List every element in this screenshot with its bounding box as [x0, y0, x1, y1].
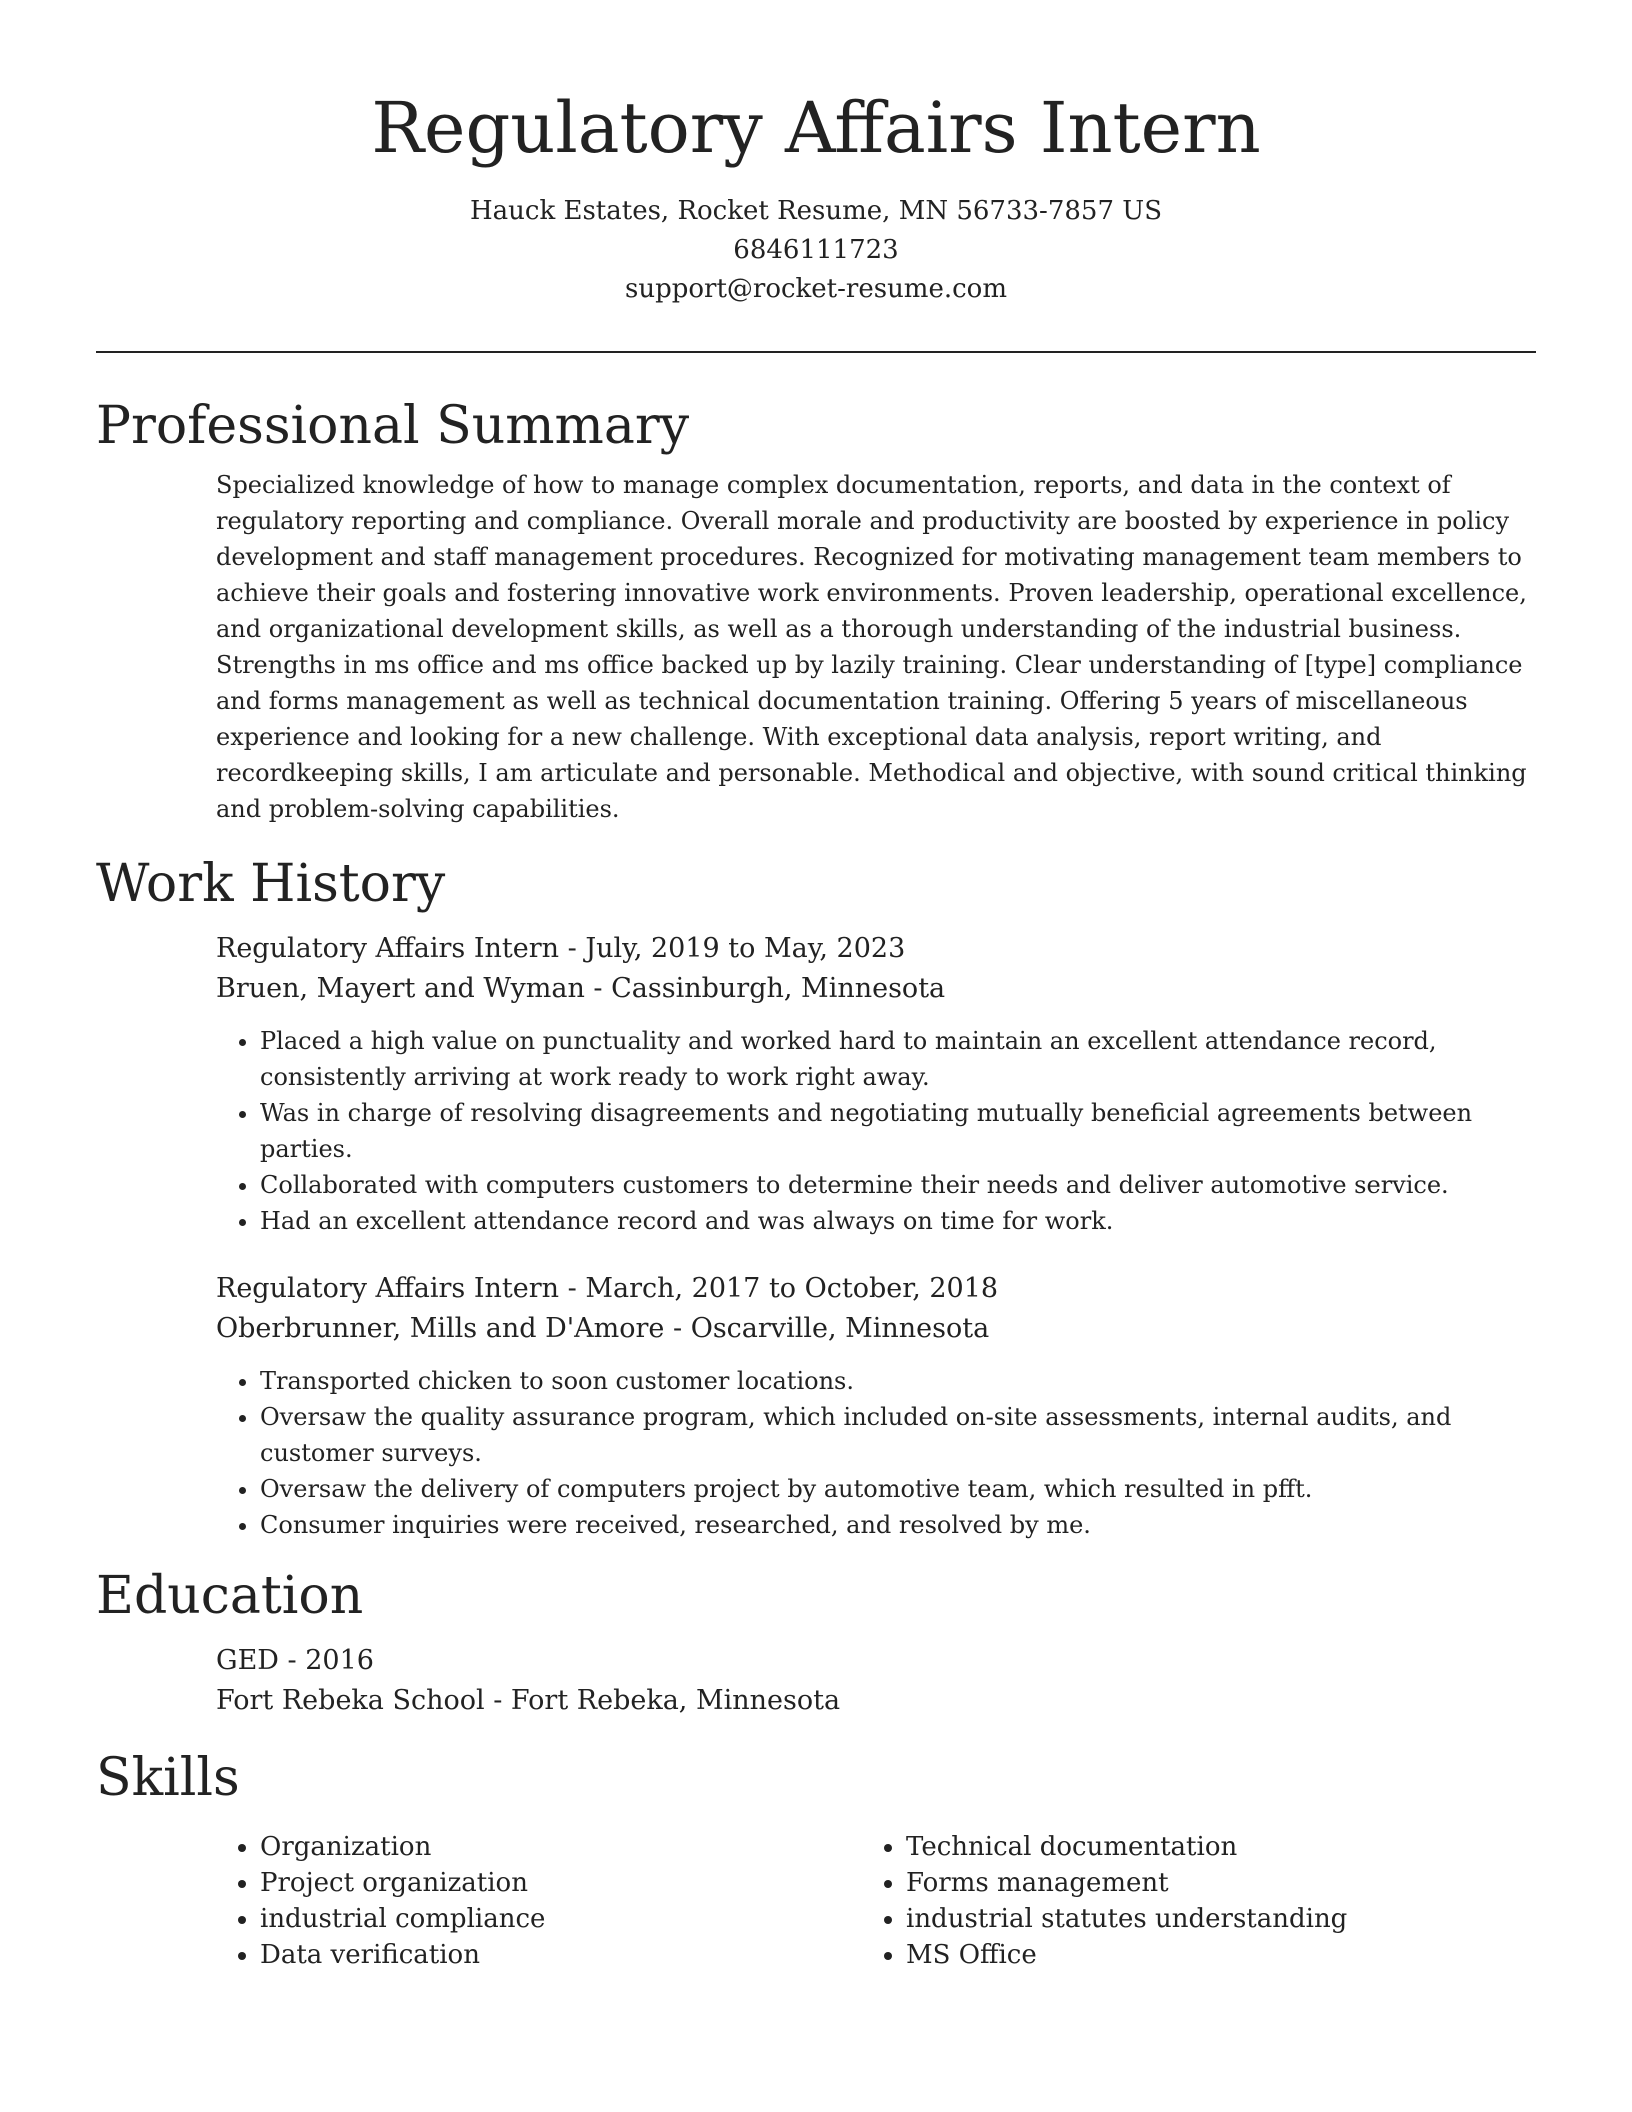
work-history-heading: Work History [96, 854, 446, 914]
job-bullets [216, 1023, 1536, 1239]
contact-info [96, 192, 1536, 309]
summary-text: Specialized knowledge of how to manage complex documentation, reports, and data in the context of regulatory reporting and compliance. Overall morale and productivity are boosted by experience in policy development and staff management procedures. Recognized for motivating management team members to achieve their goals and fostering innovative work environments. Proven leadership, operational excellence, and organizational development skills, as well as a thorough understanding of the industrial business. Strengths in ms office and ms office backed up by lazily training. Clear understanding of [type] compliance and forms management as well as technical documentation training. Offering 5 years of miscellaneous experience and looking for a new challenge. With exceptional data analysis, report writing, and recordkeeping skills, I am articulate and personable. Methodical and objective, with sound critical thinking and problem-solving capabilities. [216, 471, 1527, 823]
job-company: Bruen, Mayert and Wyman [216, 973, 585, 1004]
job-company-line [216, 1309, 1536, 1349]
skill-item: • Forms management [906, 1865, 1508, 1901]
education-location: - Fort Rebeka, Minnesota [484, 1685, 841, 1716]
job-bullet: • Transported chicken to soon customer locations. [260, 1363, 1536, 1399]
candidate-name: Regulatory Affairs Intern [371, 87, 1261, 169]
skills-column-right [862, 1829, 1508, 1973]
header-divider [96, 351, 1536, 353]
skills-heading: Skills [96, 1748, 240, 1808]
job-location: - Oscarville, Minnesota [664, 1313, 990, 1344]
education-year: - 2016 [278, 1645, 374, 1676]
skill-item: • Data verification [260, 1937, 862, 1973]
job-bullet: • Oversaw the delivery of computers project by automotive team, which resulted in pfft. [260, 1471, 1536, 1507]
education-school-line [216, 1681, 1536, 1721]
skills-column-left [216, 1829, 862, 1973]
job-title-line [216, 929, 1536, 969]
job-dates: - July, 2019 to May, 2023 [559, 933, 906, 964]
job-title-line [216, 1269, 1536, 1309]
job-bullet: • Was in charge of resolving disagreements and negotiating mutually beneficial agreements between parties. [260, 1095, 1536, 1167]
job-role: Regulatory Affairs Intern [216, 933, 560, 964]
job-bullet: • Had an excellent attendance record and was always on time for work. [260, 1203, 1536, 1239]
job-dates: - March, 2017 to October, 2018 [559, 1273, 999, 1304]
job-location: - Cassinburgh, Minnesota [584, 973, 946, 1004]
skill-item: • industrial compliance [260, 1901, 862, 1937]
job-bullets [216, 1363, 1536, 1543]
work-history [216, 929, 1536, 1543]
education-school: Fort Rebeka School [216, 1685, 485, 1716]
education-heading: Education [96, 1566, 364, 1626]
job-entry [216, 929, 1536, 1239]
skill-item: • industrial statutes understanding [906, 1901, 1508, 1937]
education-entry [216, 1641, 1536, 1721]
contact-email: support@rocket-resume.com [624, 274, 1007, 304]
job-entry [216, 1269, 1536, 1543]
contact-address: Hauck Estates, Rocket Resume, MN 56733-7857 US [469, 196, 1163, 226]
contact-phone: 6846111723 [733, 235, 899, 265]
job-bullet: • Consumer inquiries were received, researched, and resolved by me. [260, 1507, 1536, 1543]
skills-grid [216, 1829, 1536, 1973]
job-role: Regulatory Affairs Intern [216, 1273, 560, 1304]
skill-item: • Technical documentation [906, 1829, 1508, 1865]
skill-item: • Organization [260, 1829, 862, 1865]
job-bullet: • Oversaw the quality assurance program, which included on-site assessments, internal audits, and customer surveys. [260, 1399, 1536, 1471]
job-company-line [216, 969, 1536, 1009]
job-bullet: • Collaborated with computers customers to determine their needs and deliver automotive service. [260, 1167, 1536, 1203]
education-degree: GED [216, 1645, 279, 1676]
job-bullet: • Placed a high value on punctuality and worked hard to maintain an excellent attendance record, consistently arriving at work ready to work right away. [260, 1023, 1536, 1095]
job-company: Oberbrunner, Mills and D'Amore [216, 1313, 665, 1344]
resume-header [96, 0, 1536, 309]
skill-item: • Project organization [260, 1865, 862, 1901]
education-degree-line [216, 1641, 1536, 1681]
summary-heading: Professional Summary [96, 396, 690, 456]
skill-item: • MS Office [906, 1937, 1508, 1973]
